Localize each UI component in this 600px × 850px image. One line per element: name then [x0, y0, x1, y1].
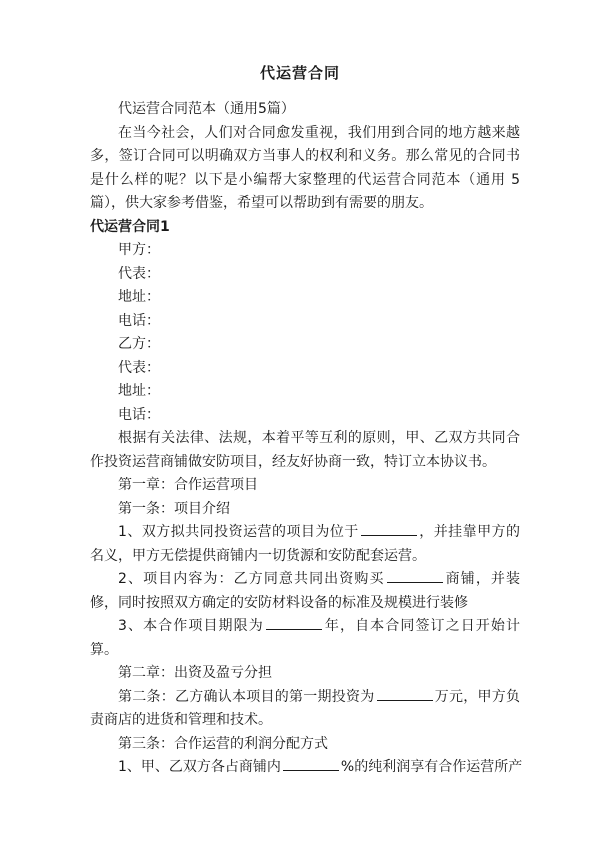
item-3-text-a: 3、本合作项目期限为 [118, 618, 264, 634]
article-2-paragraph [90, 686, 520, 733]
blank-line [377, 686, 433, 701]
party-field-a-rep: 代表： [118, 265, 160, 282]
item-3-text-b: 年，自本合同签订之日开始计算。 [90, 618, 520, 658]
item-1-text-b: ，并挂靠甲方的名义，甲方无偿提供商铺内一切货源和安防配套运营。 [90, 524, 521, 564]
party-field-a: 甲方： [118, 242, 160, 258]
blank-line [387, 568, 443, 583]
chapter-1-heading: 第一章：合作运营项目 [118, 477, 258, 493]
party-field-b-rep: 代表： [118, 359, 160, 376]
article-1-heading: 第一条：项目介绍 [118, 500, 230, 517]
section-heading: 代运营合同1 [90, 218, 170, 235]
profit-item-text-b: %的纯利润享有合作运营所产 [340, 759, 523, 775]
article-2-text-b: 万元，甲方负责商店的进货和管理和技术。 [90, 688, 520, 728]
item-1-paragraph [90, 521, 520, 568]
profit-item-paragraph [90, 756, 523, 780]
party-field-b-address: 地址： [118, 383, 160, 399]
intro-paragraph: 在当今社会，人们对合同愈发重视，我们用到合同的地方越来越多，签订合同可以明确双方当事人的权利和义务。那么常见的合同书是什么样的呢？以下是小编帮大家整理的代运营合同范本（通用 5篇），供大家参考借鉴，希望可以帮助到有需要的朋友。 [90, 124, 520, 211]
item-2-paragraph [90, 568, 520, 615]
preamble-paragraph: 根据有关法律、法规，本着平等互利的原则，甲、乙双方共同合作投资运营商铺做安防项目，经友好协商一致，特订立本协议书。 [90, 430, 520, 470]
item-2-text-b: 商铺，并装修，同时按照双方确定的安防材料设备的标准及规模进行装修 [90, 571, 521, 611]
item-3-paragraph [90, 615, 520, 662]
party-field-a-phone: 电话： [118, 312, 160, 329]
profit-item-text-a: 1、甲、乙双方各占商铺内 [118, 759, 281, 775]
document-title: 代运营合同 [259, 64, 340, 82]
blank-line [283, 756, 339, 771]
chapter-2-heading: 第二章：出资及盈亏分担 [118, 665, 272, 681]
blank-line [266, 615, 322, 630]
item-2-text-a: 2、项目内容为：乙方同意共同出资购买 [118, 571, 385, 587]
item-1-text-a: 1、双方拟共同投资运营的项目为位于 [118, 524, 359, 540]
document-subtitle: 代运营合同范本（通用5篇） [118, 101, 295, 117]
article-2-text-a: 第二条：乙方确认本项目的第一期投资为 [118, 688, 375, 705]
party-field-a-address: 地址： [118, 289, 160, 305]
article-3-heading: 第三条：合作运营的利润分配方式 [118, 735, 328, 752]
document-body [90, 98, 523, 780]
party-field-b-phone: 电话： [118, 406, 160, 423]
blank-line [361, 521, 417, 536]
party-field-b: 乙方： [118, 336, 160, 352]
